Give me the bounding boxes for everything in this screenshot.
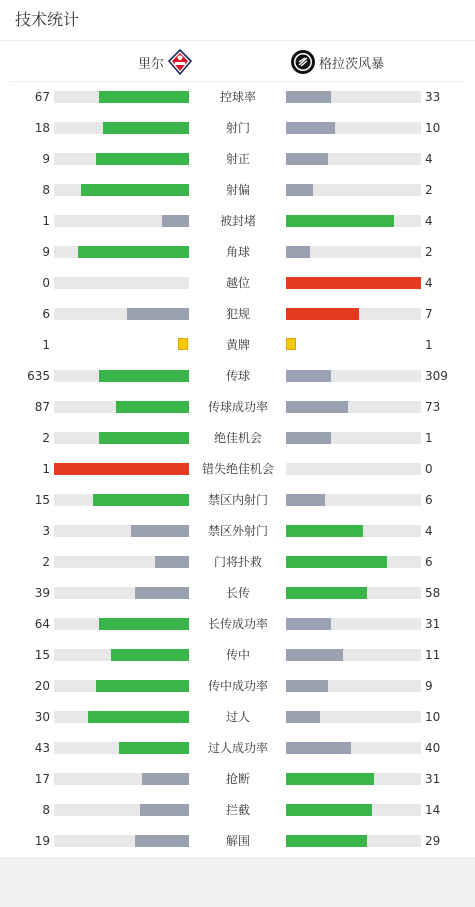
away-bar-fill: [286, 246, 310, 258]
away-bar-fill: [286, 215, 394, 227]
home-bar-track: [54, 618, 189, 630]
home-bar-track: [54, 680, 189, 692]
away-bar-track: [286, 401, 421, 413]
stat-label: 传中成功率: [207, 679, 268, 693]
home-bar-fill: [93, 494, 189, 506]
away-stat-value: 33: [425, 90, 441, 104]
home-bar-track: [54, 711, 189, 723]
stats-list: [0, 81, 475, 856]
stat-row-big-chances: [0, 422, 475, 453]
stat-label: 传球: [225, 369, 250, 383]
away-stat-value: 1: [425, 338, 433, 352]
home-bar-track: [54, 215, 189, 227]
home-stat-value: 1: [42, 214, 50, 228]
away-bar-track: [286, 277, 421, 289]
away-bar-track: [286, 308, 421, 320]
page-title: 技术统计: [15, 10, 80, 29]
home-stat-value: 30: [34, 710, 50, 724]
away-stat-value: 4: [425, 152, 433, 166]
home-bar-track: [54, 525, 189, 537]
away-bar-track: [286, 711, 421, 723]
stat-row-long-ball-accuracy: [0, 608, 475, 639]
home-bar-fill: [142, 773, 189, 785]
away-bar-track: [286, 91, 421, 103]
away-bar-fill: [286, 153, 328, 165]
stat-row-crosses: [0, 639, 475, 670]
stat-row-offsides: [0, 267, 475, 298]
away-bar-fill: [286, 432, 331, 444]
away-yellow-card-icon: [286, 338, 296, 350]
stat-label: 射门: [225, 121, 250, 135]
home-bar-track: [54, 246, 189, 258]
home-stat-value: 0: [42, 276, 50, 290]
home-bar-fill: [119, 742, 189, 754]
away-bar-track: [286, 525, 421, 537]
stat-row-fouls: [0, 298, 475, 329]
stat-label: 解围: [225, 834, 250, 848]
away-bar-track: [286, 587, 421, 599]
away-stat-value: 4: [425, 524, 433, 538]
home-stat-value: 9: [42, 245, 50, 259]
home-bar-fill: [127, 308, 189, 320]
stat-label: 被封堵: [219, 214, 256, 228]
away-stat-value: 309: [425, 369, 448, 383]
away-stat-value: 11: [425, 648, 441, 662]
stat-label: 射正: [225, 152, 250, 166]
stat-label: 抢断: [225, 772, 250, 786]
away-bar-fill: [286, 773, 374, 785]
away-stat-value: 40: [425, 741, 441, 755]
stat-label: 角球: [225, 245, 250, 259]
home-stat-value: 64: [34, 617, 50, 631]
home-stat-value: 87: [34, 400, 50, 414]
stat-label: 越位: [225, 276, 250, 290]
home-bar-fill: [131, 525, 189, 537]
home-stat-value: 635: [27, 369, 50, 383]
stat-row-goalkeeper-saves: [0, 546, 475, 577]
home-bar-fill: [135, 587, 189, 599]
away-stat-value: 6: [425, 493, 433, 507]
away-bar-track: [286, 742, 421, 754]
away-bar-track: [286, 122, 421, 134]
home-bar-track: [54, 184, 189, 196]
home-team-header[interactable]: [138, 49, 193, 75]
stat-row-passes: [0, 360, 475, 391]
stat-row-corners: [0, 236, 475, 267]
home-bar-track: [54, 432, 189, 444]
stat-row-shots-inside-box: [0, 484, 475, 515]
away-bar-fill: [286, 587, 367, 599]
stat-label: 过人成功率: [207, 741, 268, 755]
home-bar-track: [54, 370, 189, 382]
away-bar-track: [286, 773, 421, 785]
home-stat-value: 1: [42, 338, 50, 352]
away-bar-track: [286, 184, 421, 196]
home-stat-value: 8: [42, 803, 50, 817]
home-bar-track: [54, 463, 189, 475]
home-bar-track: [54, 401, 189, 413]
stat-row-interceptions: [0, 794, 475, 825]
home-bar-track: [54, 742, 189, 754]
home-stat-value: 43: [34, 741, 50, 755]
away-bar-fill: [286, 401, 348, 413]
home-bar-fill: [111, 649, 189, 661]
away-bar-track: [286, 432, 421, 444]
stat-label: 绝佳机会: [213, 431, 262, 445]
stat-row-dribbles: [0, 701, 475, 732]
home-bar-fill: [99, 432, 189, 444]
away-bar-fill: [286, 277, 421, 289]
home-bar-fill: [155, 556, 189, 568]
home-bar-fill: [116, 401, 189, 413]
stat-row-shots-outside-box: [0, 515, 475, 546]
stat-row-long-balls: [0, 577, 475, 608]
away-bar-fill: [286, 835, 367, 847]
away-stat-value: 31: [425, 772, 441, 786]
away-bar-fill: [286, 308, 359, 320]
away-bar-fill: [286, 184, 313, 196]
away-team-name: 格拉茨风暴: [319, 56, 385, 72]
away-stat-value: 4: [425, 214, 433, 228]
away-bar-track: [286, 835, 421, 847]
home-bar-fill: [103, 122, 189, 134]
stat-label: 黄牌: [225, 338, 250, 352]
home-bar-track: [54, 804, 189, 816]
home-yellow-card-icon: [178, 338, 188, 350]
title-divider: [0, 40, 475, 41]
home-stat-value: 15: [34, 493, 50, 507]
stat-label: 禁区内射门: [207, 493, 268, 507]
sturm-graz-crest-icon: [290, 49, 316, 75]
away-bar-fill: [286, 649, 343, 661]
home-bar-fill: [99, 370, 189, 382]
home-bar-fill: [96, 680, 189, 692]
away-bar-track: [286, 494, 421, 506]
away-bar-track: [286, 246, 421, 258]
away-stat-value: 29: [425, 834, 441, 848]
home-bar-track: [54, 153, 189, 165]
stat-row-dribble-success: [0, 732, 475, 763]
home-bar-fill: [81, 184, 189, 196]
away-bar-track: [286, 680, 421, 692]
home-bar-track: [54, 649, 189, 661]
home-bar-fill: [135, 835, 189, 847]
home-stat-value: 2: [42, 431, 50, 445]
home-stat-value: 6: [42, 307, 50, 321]
stat-row-shots: [0, 112, 475, 143]
home-bar-track: [54, 122, 189, 134]
stat-label: 传中: [225, 648, 250, 662]
away-stat-value: 6: [425, 555, 433, 569]
home-bar-track: [54, 587, 189, 599]
stat-row-yellow-cards: [0, 329, 475, 360]
home-stat-value: 18: [34, 121, 50, 135]
home-bar-track: [54, 277, 189, 289]
away-stat-value: 2: [425, 245, 433, 259]
away-bar-fill: [286, 680, 328, 692]
away-bar-track: [286, 370, 421, 382]
away-bar-fill: [286, 556, 387, 568]
home-bar-fill: [140, 804, 189, 816]
home-stat-value: 2: [42, 555, 50, 569]
away-bar-fill: [286, 370, 331, 382]
away-bar-track: [286, 556, 421, 568]
away-stat-value: 14: [425, 803, 441, 817]
away-stat-value: 31: [425, 617, 441, 631]
home-bar-track: [54, 494, 189, 506]
stat-row-shots-off-target: [0, 174, 475, 205]
away-stat-value: 4: [425, 276, 433, 290]
away-stat-value: 1: [425, 431, 433, 445]
stat-row-pass-accuracy: [0, 391, 475, 422]
away-bar-track: [286, 804, 421, 816]
away-team-header[interactable]: [290, 49, 384, 75]
home-bar-track: [54, 835, 189, 847]
away-stat-value: 0: [425, 462, 433, 476]
stat-row-cross-accuracy: [0, 670, 475, 701]
home-bar-fill: [54, 463, 189, 475]
home-stat-value: 15: [34, 648, 50, 662]
home-bar-fill: [88, 711, 189, 723]
stat-row-possession: [0, 81, 475, 112]
home-bar-fill: [162, 215, 189, 227]
away-bar-track: [286, 153, 421, 165]
away-stat-value: 58: [425, 586, 441, 600]
stat-row-tackles: [0, 763, 475, 794]
home-stat-value: 19: [34, 834, 50, 848]
stat-row-blocked-shots: [0, 205, 475, 236]
stat-label: 错失绝佳机会: [201, 462, 274, 476]
away-bar-track: [286, 463, 421, 475]
stat-label: 拦截: [225, 803, 250, 817]
away-stat-value: 73: [425, 400, 441, 414]
home-stat-value: 1: [42, 462, 50, 476]
home-stat-value: 20: [34, 679, 50, 693]
stat-row-clearances: [0, 825, 475, 856]
away-bar-track: [286, 618, 421, 630]
stat-label: 控球率: [219, 90, 256, 104]
away-bar-fill: [286, 804, 372, 816]
stat-row-shots-on-target: [0, 143, 475, 174]
away-stat-value: 7: [425, 307, 433, 321]
home-bar-track: [54, 308, 189, 320]
home-bar-fill: [96, 153, 189, 165]
away-bar-track: [286, 649, 421, 661]
home-bar-track: [54, 556, 189, 568]
home-bar-fill: [99, 91, 189, 103]
stat-label: 长传: [225, 586, 250, 600]
away-bar-fill: [286, 618, 331, 630]
away-stat-value: 10: [425, 121, 441, 135]
home-stat-value: 17: [34, 772, 50, 786]
home-bar-track: [54, 773, 189, 785]
home-stat-value: 8: [42, 183, 50, 197]
stat-label: 长传成功率: [207, 617, 268, 631]
lille-crest-icon: [164, 49, 193, 75]
home-stat-value: 67: [34, 90, 50, 104]
home-bar-fill: [78, 246, 189, 258]
stat-label: 传球成功率: [207, 400, 268, 414]
home-stat-value: 3: [42, 524, 50, 538]
away-stat-value: 10: [425, 710, 441, 724]
away-bar-fill: [286, 742, 351, 754]
away-bar-fill: [286, 711, 320, 723]
home-bar-track: [54, 91, 189, 103]
away-bar-fill: [286, 525, 363, 537]
stat-label: 过人: [225, 710, 250, 724]
stat-label: 射偏: [225, 183, 250, 197]
home-stat-value: 9: [42, 152, 50, 166]
away-bar-track: [286, 215, 421, 227]
away-bar-fill: [286, 122, 335, 134]
away-bar-fill: [286, 91, 331, 103]
home-stat-value: 39: [34, 586, 50, 600]
away-bar-fill: [286, 494, 325, 506]
away-stat-value: 9: [425, 679, 433, 693]
stat-label: 门将扑救: [213, 555, 262, 569]
stat-label: 犯规: [225, 307, 250, 321]
stat-label: 禁区外射门: [207, 524, 268, 538]
home-bar-fill: [99, 618, 189, 630]
stat-row-big-chances-missed: [0, 453, 475, 484]
away-stat-value: 2: [425, 183, 433, 197]
home-team-name: 里尔: [138, 56, 165, 72]
